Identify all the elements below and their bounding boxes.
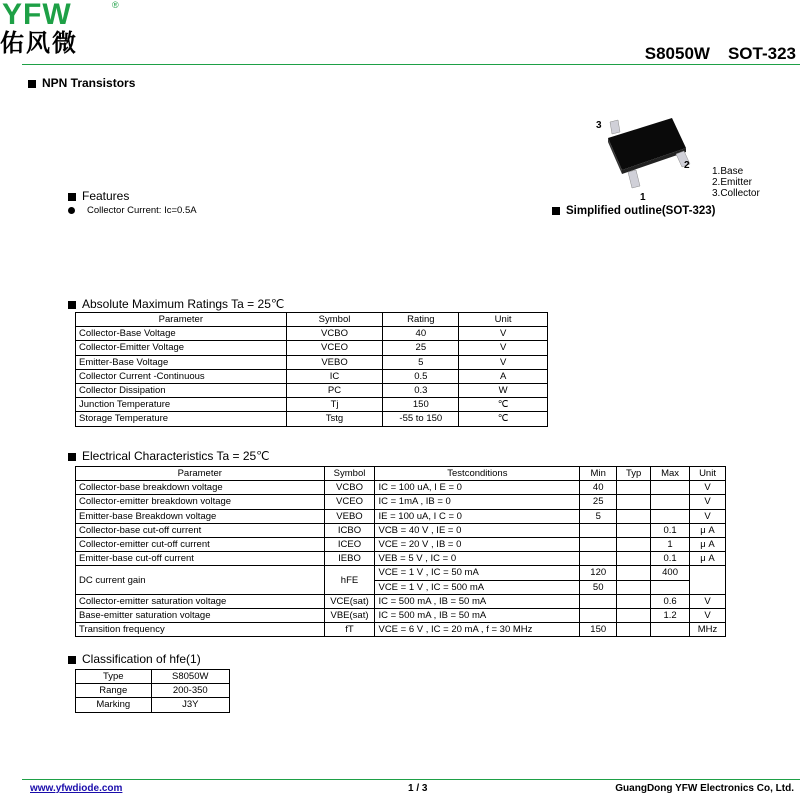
package-caption-text: Simplified outline(SOT-323) bbox=[566, 205, 716, 217]
rating-cell: 40 bbox=[383, 327, 459, 341]
table-row bbox=[76, 608, 726, 622]
condition-cell: IC = 100 uA, I E = 0 bbox=[375, 481, 580, 495]
condition-cell: VCE = 6 V , IC = 20 mA , f = 30 MHz bbox=[375, 623, 580, 637]
parameter-cell: Emitter-base cut-off current bbox=[76, 552, 325, 566]
registered-mark: ® bbox=[112, 0, 119, 10]
unit-cell: μ A bbox=[690, 537, 726, 551]
pin-item: 2.Emitter bbox=[712, 177, 753, 188]
parameter-cell: Collector-Emitter Voltage bbox=[76, 341, 287, 355]
symbol-cell: fT bbox=[324, 623, 375, 637]
rating-cell: -55 to 150 bbox=[383, 412, 459, 426]
unit-cell: ℃ bbox=[459, 412, 548, 426]
max-cell bbox=[651, 509, 690, 523]
parameter-cell: Collector-emitter breakdown voltage bbox=[76, 495, 325, 509]
parameter-cell: Collector-emitter saturation voltage bbox=[76, 594, 325, 608]
electrical-table bbox=[75, 466, 726, 637]
header-cell: Typ bbox=[617, 467, 651, 481]
rating-cell: 25 bbox=[383, 341, 459, 355]
table-header-row bbox=[76, 467, 726, 481]
bullet-square-icon bbox=[68, 656, 76, 664]
bullet-square-icon bbox=[28, 80, 36, 88]
min-cell: 40 bbox=[580, 481, 617, 495]
label-cell: Type bbox=[76, 670, 152, 684]
min-cell: 150 bbox=[580, 623, 617, 637]
part-number: S8050W bbox=[644, 44, 710, 63]
label-cell: Range bbox=[76, 684, 152, 698]
table-row bbox=[76, 481, 726, 495]
condition-cell: IE = 100 uA, I C = 0 bbox=[375, 509, 580, 523]
parameter-cell: Collector Current -Continuous bbox=[76, 369, 287, 383]
table-row bbox=[76, 327, 548, 341]
label-cell: Marking bbox=[76, 698, 152, 712]
logo-chinese-text: 佑风微 bbox=[0, 29, 78, 57]
pin-1-lead bbox=[628, 170, 640, 188]
max-cell bbox=[651, 481, 690, 495]
table-row bbox=[76, 398, 548, 412]
header-cell: Unit bbox=[690, 467, 726, 481]
abs-max-heading: Absolute Maximum Ratings Ta = 25℃ bbox=[82, 297, 285, 311]
typ-cell bbox=[617, 495, 651, 509]
section-features bbox=[68, 189, 129, 203]
condition-cell: VCE = 1 V , IC = 500 mA bbox=[375, 580, 580, 594]
parameter-cell: Collector-base cut-off current bbox=[76, 523, 325, 537]
parameter-cell: Junction Temperature bbox=[76, 398, 287, 412]
symbol-cell: VCEO bbox=[286, 341, 383, 355]
max-cell: 0.1 bbox=[651, 552, 690, 566]
condition-cell: IC = 500 mA , IB = 50 mA bbox=[375, 594, 580, 608]
features-heading: Features bbox=[82, 189, 130, 203]
typ-cell bbox=[617, 608, 651, 622]
condition-cell: VCE = 20 V , IB = 0 bbox=[375, 537, 580, 551]
min-cell: 5 bbox=[580, 509, 617, 523]
max-cell: 1 bbox=[651, 537, 690, 551]
max-cell bbox=[651, 623, 690, 637]
section-classification bbox=[68, 652, 201, 666]
parameter-cell: Base-emitter saturation voltage bbox=[76, 608, 325, 622]
typ-cell bbox=[617, 481, 651, 495]
min-cell: 25 bbox=[580, 495, 617, 509]
abs-max-table bbox=[75, 312, 548, 427]
parameter-cell: Collector-Base Voltage bbox=[76, 327, 287, 341]
table-row bbox=[76, 495, 726, 509]
min-cell: 50 bbox=[580, 580, 617, 594]
min-cell bbox=[580, 552, 617, 566]
package-caption bbox=[552, 205, 716, 217]
condition-cell: VCE = 1 V , IC = 50 mA bbox=[375, 566, 580, 580]
parameter-cell: Collector-emitter cut-off current bbox=[76, 537, 325, 551]
bullet-square-icon bbox=[552, 207, 560, 215]
table-row bbox=[76, 509, 726, 523]
max-cell: 0.6 bbox=[651, 594, 690, 608]
company-logo bbox=[0, 0, 130, 56]
typ-cell bbox=[617, 594, 651, 608]
bullet-square-icon bbox=[68, 453, 76, 461]
value-cell: S8050W bbox=[151, 670, 230, 684]
min-cell: 120 bbox=[580, 566, 617, 580]
table-row bbox=[76, 369, 548, 383]
unit-cell: μ A bbox=[690, 523, 726, 537]
unit-cell: A bbox=[459, 369, 548, 383]
unit-cell: V bbox=[690, 509, 726, 523]
symbol-cell: VCBO bbox=[286, 327, 383, 341]
typ-cell bbox=[617, 623, 651, 637]
rating-cell: 5 bbox=[383, 355, 459, 369]
section-electrical bbox=[68, 449, 270, 463]
table-row bbox=[76, 670, 230, 684]
pin-3-lead bbox=[610, 120, 620, 134]
electrical-heading: Electrical Characteristics Ta = 25℃ bbox=[82, 449, 270, 463]
symbol-cell: VEBO bbox=[286, 355, 383, 369]
parameter-cell: Collector-base breakdown voltage bbox=[76, 481, 325, 495]
section-npn bbox=[28, 76, 135, 90]
unit-cell bbox=[690, 566, 726, 594]
max-cell bbox=[651, 495, 690, 509]
website-link[interactable]: www.yfwdiode.com bbox=[30, 783, 123, 794]
rating-cell: 150 bbox=[383, 398, 459, 412]
header-cell: Parameter bbox=[76, 313, 287, 327]
symbol-cell: VBE(sat) bbox=[324, 608, 375, 622]
condition-cell: IC = 500 mA , IB = 50 mA bbox=[375, 608, 580, 622]
unit-cell: ℃ bbox=[459, 398, 548, 412]
symbol-cell: hFE bbox=[324, 566, 375, 594]
unit-cell: V bbox=[459, 341, 548, 355]
classification-heading: Classification of hfe(1) bbox=[82, 652, 201, 666]
max-cell bbox=[651, 580, 690, 594]
table-row bbox=[76, 623, 726, 637]
table-row bbox=[76, 684, 230, 698]
typ-cell bbox=[617, 537, 651, 551]
header-cell: Testconditions bbox=[375, 467, 580, 481]
table-header-row bbox=[76, 313, 548, 327]
rating-cell: 0.5 bbox=[383, 369, 459, 383]
table-row bbox=[76, 594, 726, 608]
table-row bbox=[76, 698, 230, 712]
page-title bbox=[645, 44, 796, 64]
table-row bbox=[76, 552, 726, 566]
classification-table bbox=[75, 669, 230, 713]
sot323-package-diagram bbox=[580, 100, 700, 200]
parameter-cell: Storage Temperature bbox=[76, 412, 287, 426]
max-cell: 400 bbox=[651, 566, 690, 580]
typ-cell bbox=[617, 580, 651, 594]
min-cell bbox=[580, 523, 617, 537]
company-name: GuangDong YFW Electronics Co, Ltd. bbox=[615, 783, 794, 794]
header-cell: Rating bbox=[383, 313, 459, 327]
table-row bbox=[76, 412, 548, 426]
rating-cell: 0.3 bbox=[383, 383, 459, 397]
typ-cell bbox=[617, 552, 651, 566]
min-cell bbox=[580, 608, 617, 622]
min-cell bbox=[580, 594, 617, 608]
symbol-cell: ICEO bbox=[324, 537, 375, 551]
header-cell: Max bbox=[651, 467, 690, 481]
unit-cell: V bbox=[690, 608, 726, 622]
pin-3-label: 3 bbox=[596, 120, 602, 131]
bullet-square-icon bbox=[68, 301, 76, 309]
bullet-dot-icon bbox=[68, 207, 75, 214]
max-cell: 1.2 bbox=[651, 608, 690, 622]
package-name: SOT-323 bbox=[727, 44, 796, 63]
table-row bbox=[76, 537, 726, 551]
max-cell: 0.1 bbox=[651, 523, 690, 537]
unit-cell: V bbox=[690, 495, 726, 509]
symbol-cell: IC bbox=[286, 369, 383, 383]
unit-cell: W bbox=[459, 383, 548, 397]
pin-1-label: 1 bbox=[640, 192, 646, 200]
parameter-cell: DC current gain bbox=[76, 566, 325, 594]
parameter-cell: Collector Dissipation bbox=[76, 383, 287, 397]
symbol-cell: Tstg bbox=[286, 412, 383, 426]
condition-cell: VCB = 40 V , IE = 0 bbox=[375, 523, 580, 537]
pin-list bbox=[712, 166, 760, 199]
table-row bbox=[76, 523, 726, 537]
unit-cell: V bbox=[459, 327, 548, 341]
unit-cell: MHz bbox=[690, 623, 726, 637]
typ-cell bbox=[617, 509, 651, 523]
symbol-cell: VEBO bbox=[324, 509, 375, 523]
min-cell bbox=[580, 537, 617, 551]
pin-item: 3.Collector bbox=[712, 188, 760, 199]
typ-cell bbox=[617, 566, 651, 580]
symbol-cell: VCE(sat) bbox=[324, 594, 375, 608]
unit-cell: V bbox=[690, 481, 726, 495]
header-cell: Unit bbox=[459, 313, 548, 327]
logo-text: YFW bbox=[2, 0, 72, 31]
header-cell: Symbol bbox=[324, 467, 375, 481]
header-cell: Parameter bbox=[76, 467, 325, 481]
unit-cell: μ A bbox=[690, 552, 726, 566]
condition-cell: IC = 1mA , IB = 0 bbox=[375, 495, 580, 509]
value-cell: J3Y bbox=[151, 698, 230, 712]
pin-item: 1.Base bbox=[712, 166, 744, 177]
parameter-cell: Emitter-Base Voltage bbox=[76, 355, 287, 369]
condition-cell: VEB = 5 V , IC = 0 bbox=[375, 552, 580, 566]
header-divider bbox=[22, 64, 800, 65]
section-npn-label: NPN Transistors bbox=[42, 76, 136, 90]
header-cell: Symbol bbox=[286, 313, 383, 327]
typ-cell bbox=[617, 523, 651, 537]
parameter-cell: Emitter-base Breakdown voltage bbox=[76, 509, 325, 523]
symbol-cell: IEBO bbox=[324, 552, 375, 566]
footer-divider bbox=[22, 779, 800, 780]
symbol-cell: VCBO bbox=[324, 481, 375, 495]
pin-2-label: 2 bbox=[684, 160, 690, 171]
page-number: 1 / 3 bbox=[408, 783, 428, 794]
symbol-cell: Tj bbox=[286, 398, 383, 412]
table-row bbox=[76, 341, 548, 355]
bullet-square-icon bbox=[68, 193, 76, 201]
symbol-cell: ICBO bbox=[324, 523, 375, 537]
symbol-cell: PC bbox=[286, 383, 383, 397]
table-row bbox=[76, 383, 548, 397]
value-cell: 200-350 bbox=[151, 684, 230, 698]
header-cell: Min bbox=[580, 467, 617, 481]
parameter-cell: Transition frequency bbox=[76, 623, 325, 637]
unit-cell: V bbox=[459, 355, 548, 369]
feature-item bbox=[68, 205, 197, 216]
unit-cell: V bbox=[690, 594, 726, 608]
section-abs-max bbox=[68, 297, 284, 311]
table-row bbox=[76, 566, 726, 580]
feature-text: Collector Current: Ic=0.5A bbox=[87, 205, 197, 216]
table-row bbox=[76, 355, 548, 369]
symbol-cell: VCEO bbox=[324, 495, 375, 509]
